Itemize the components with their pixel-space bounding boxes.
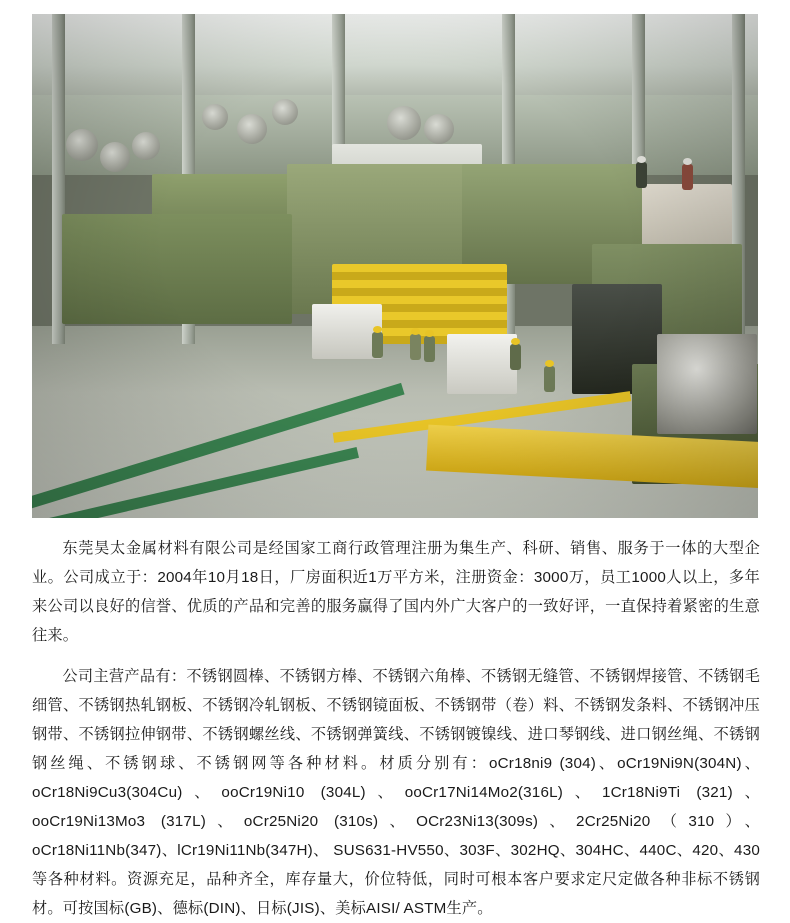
article-text	[32, 534, 760, 923]
factory-workshop-photo	[32, 14, 758, 518]
photo-vignette	[32, 14, 758, 518]
paragraph-products: 公司主营产品有：不锈钢圆棒、不锈钢方棒、不锈钢六角棒、不锈钢无缝管、不锈钢焊接管、不锈钢毛细管、不锈钢热轧钢板、不锈钢冷轧钢板、不锈钢镜面板、不锈钢带（卷）料、不锈钢发条料、不锈钢冲压钢带、不锈钢拉伸钢带、不锈钢螺丝线、不锈钢弹簧线、不锈钢镀镍线、进口琴钢线、进口钢丝绳、不锈钢钢丝绳、不锈钢球、不锈钢网等各种材料。材质分别有：oCr18ni9 (304)、oCr19Ni9N(304N)、oCr18Ni9Cu3(304Cu)、ooCr19Ni10 (304L)、ooCr17Ni14Mo2(316L)、1Cr18Ni9Ti (321)、ooCr19Ni13Mo3 (317L)、oCr25Ni20 (310s)、OCr23Ni13(309s)、2Cr25Ni20（310）、oCr18Ni11Nb(347)、lCr19Ni11Nb(347H)、 SUS631-HV550、303F、302HQ、304HC、440C、420、430等各种材料。资源充足，品种齐全，库存量大，价位特低，同时可根本客户要求定尺定做各种非标不锈钢材。可按国标(GB)、德标(DIN)、日标(JIS)、美标AISI/ ASTM生产。	[32, 668, 760, 917]
paragraph-company-intro: 东莞昊太金属材料有限公司是经国家工商行政管理注册为集生产、科研、销售、服务于一体的大型企业。公司成立于：2004年10月18日，厂房面积近1万平方米，注册资金：3000万，员工1000人以上，多年来公司以良好的信誉、优质的产品和完善的服务赢得了国内外广大客户的一致好评，一直保持着紧密的生意往来。	[32, 540, 760, 644]
